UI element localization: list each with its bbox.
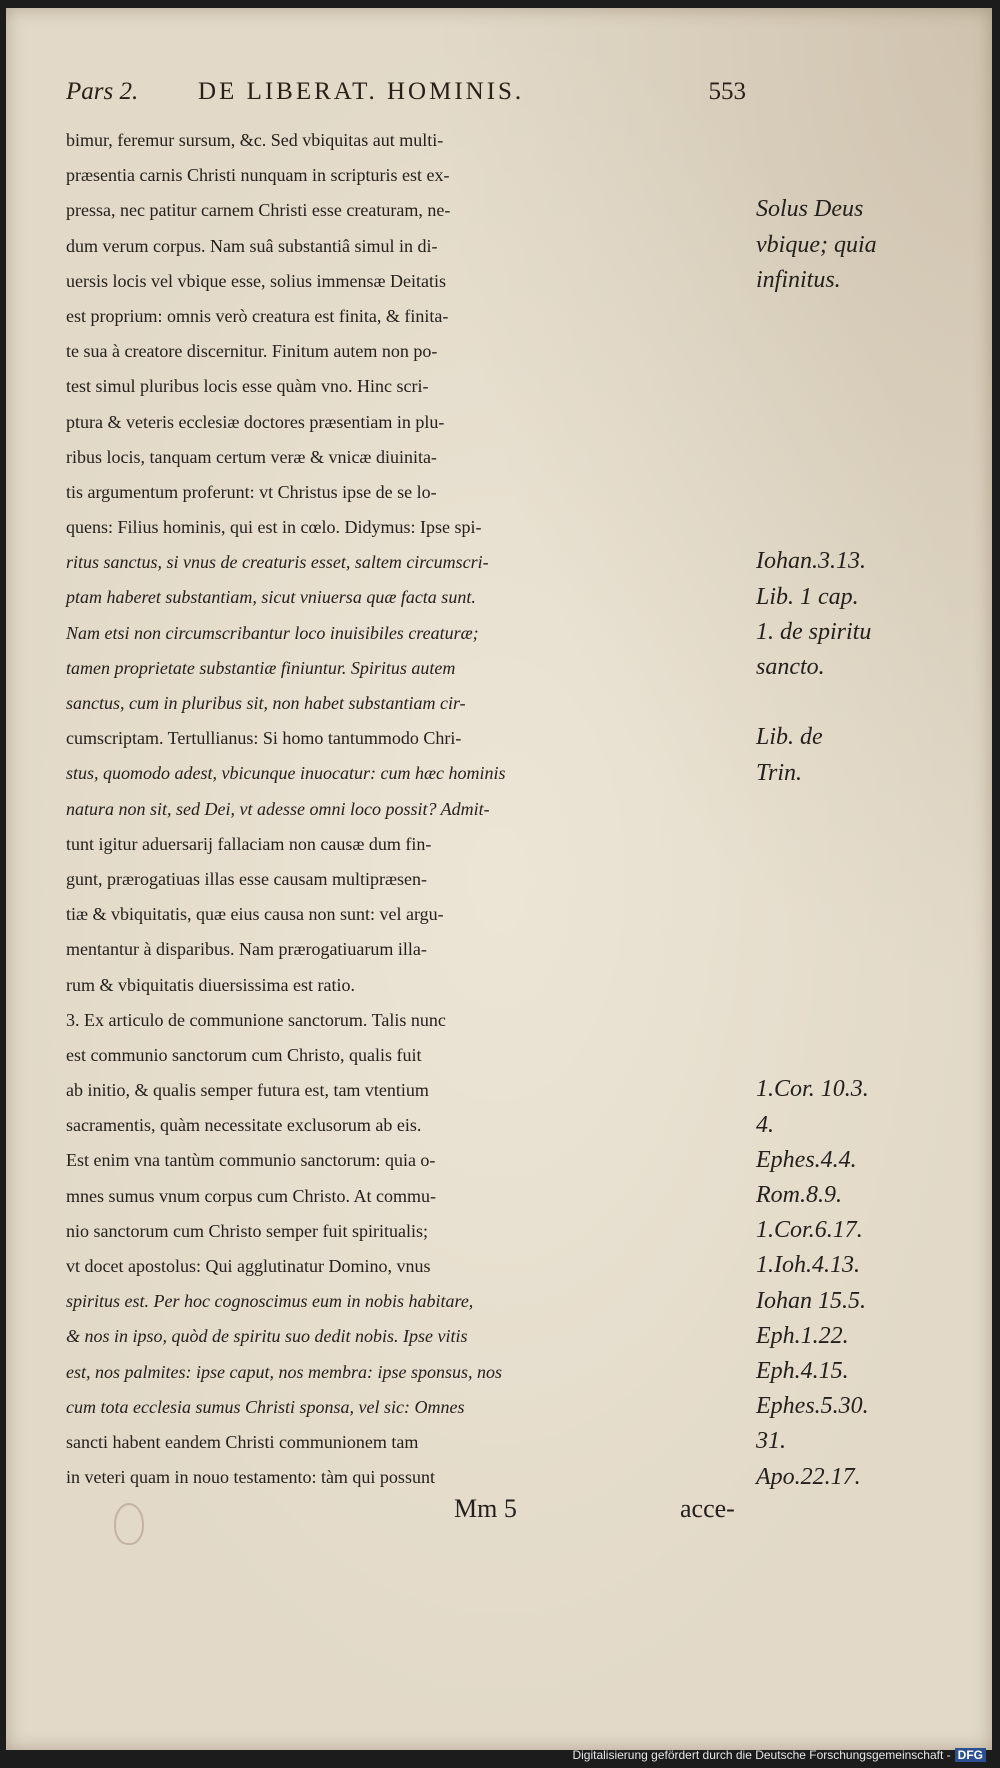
text-line: sancti habent eandem Christi communionem tam [66,1431,419,1452]
text-line: dum verum corpus. Nam suâ substantiâ simul in di- [66,235,438,256]
margin-note: Lib. 1 cap. [756,583,859,610]
text-line: tamen proprietate substantiæ finiuntur. Spiritus autem [66,657,456,678]
margin-note: Iohan 15.5. [756,1287,866,1314]
text-line: spiritus est. Per hoc cognoscimus eum in nobis habitare, [66,1291,474,1312]
margin-note: Eph.4.15. [756,1358,849,1384]
text-line: te sua à creatore discernitur. Finitum autem non po- [66,341,438,362]
text-line: ab initio, & qualis semper futura est, tam vtentium [66,1080,429,1101]
text-line: mnes sumus vnum corpus cum Christo. At commu- [66,1185,436,1206]
text-line: in veteri quam in nouo testamento: tàm qui possunt [66,1467,435,1488]
main-text-block [66,123,766,1495]
margin-note: vbique; quia [756,231,877,258]
margin-note: 1. de spiritu [756,618,872,645]
text-line: sanctus, cum in pluribus sit, non habet substantiam cir- [66,693,466,713]
text-line: ribus locis, tanquam certum veræ & vnicæ diuinita- [66,446,437,467]
margin-note: Trin. [756,759,803,786]
text-line: tunt igitur aduersarij fallaciam non causæ dum fin- [66,833,432,854]
text-line: est proprium: omnis verò creatura est finita, & finita- [66,305,449,326]
running-header [66,78,746,118]
text-line: test simul pluribus locis esse quàm vno. Hinc scri- [66,376,429,397]
margin-note: 1.Cor.6.17. [756,1217,863,1244]
margin-note: Ephes.5.30. [756,1393,869,1420]
text-line: mentantur à disparibus. Nam prærogatiuarum illa- [66,939,427,960]
text-line: 3. Ex articulo de communione sanctorum. Talis nunc [66,1009,446,1030]
text-line: pressa, nec patitur carnem Christi esse creaturam, ne- [66,200,451,221]
text-line: rum & vbiquitatis diuersissima est ratio. [66,974,355,995]
text-line: præsentia carnis Christi nunquam in scripturis est ex- [66,165,450,186]
margin-note: 4. [756,1111,774,1138]
dfg-logo: DFG [955,1748,986,1762]
text-line: tis argumentum proferunt: vt Christus ipse de se lo- [66,481,437,502]
margin-note: 31. [756,1428,786,1455]
margin-note: Ephes.4.4. [756,1146,857,1173]
text-line: nio sanctorum cum Christo semper fuit spiritualis; [66,1220,428,1241]
margin-note: infinitus. [756,266,841,293]
text-line: natura non sit, sed Dei, vt adesse omni loco possit? Admit- [66,798,490,819]
text-line: & nos in ipso, quòd de spiritu suo dedit nobis. Ipse vitis [66,1326,468,1347]
header-title: DE LIBERAT. HOMINIS. [198,78,525,105]
book-page [6,8,992,1750]
text-line: Est enim vna tantùm communio sanctorum: quia o- [66,1150,436,1171]
text-line: bimur, feremur sursum, &c. Sed vbiquitas aut multi- [66,130,444,150]
text-line: vt docet apostolus: Qui agglutinatur Domino, vnus [66,1256,431,1276]
page-number: 553 [708,78,746,105]
margin-note: 1.Cor. 10.3. [756,1076,869,1103]
text-line: gunt, prærogatiuas illas esse causam multipræsen- [66,868,427,889]
digitization-footer [572,1748,986,1762]
text-line: stus, quomodo adest, vbicunque inuocatur: cum hæc hominis [66,763,506,784]
ink-stain-mark [114,1503,144,1545]
text-line: quens: Filius hominis, qui est in cœlo. Didymus: Ipse spi- [66,517,482,538]
text-line: cumscriptam. Tertullianus: Si homo tantummodo Chri- [66,728,462,749]
text-line: sacramentis, quàm necessitate exclusorum ab eis. [66,1115,422,1136]
margin-note: sancto. [756,654,825,680]
margin-note: Solus Deus [756,196,864,223]
header-part: Pars 2. [66,78,139,105]
text-line: tiæ & vbiquitatis, quæ eius causa non sunt: vel argu- [66,904,444,925]
text-line: est communio sanctorum cum Christo, qualis fuit [66,1044,422,1065]
margin-note: Lib. de [756,724,823,751]
margin-note: Apo.22.17. [756,1463,861,1490]
text-line: ptam haberet substantiam, sicut vniuersa quæ facta sunt. [66,587,476,608]
text-line: cum tota ecclesia sumus Christi sponsa, vel sic: Omnes [66,1396,465,1417]
text-line: ptura & veteris ecclesiæ doctores præsentiam in plu- [66,411,445,432]
text-line: uersis locis vel vbique esse, solius immensæ Deitatis [66,270,446,291]
text-line: ritus sanctus, si vnus de creaturis esset, saltem circumscri- [66,552,489,573]
text-line: est, nos palmites: ipse caput, nos membra: ipse sponsus, nos [66,1361,502,1382]
margin-note: Rom.8.9. [756,1182,842,1208]
text-line: Nam etsi non circumscribantur loco inuisibiles creaturæ; [66,622,479,643]
margin-note: Iohan.3.13. [756,548,866,575]
signature-mark: Mm 5 [454,1494,517,1523]
margin-note: Eph.1.22. [756,1322,849,1349]
catchword: acce- [680,1494,735,1523]
margin-note: 1.Ioh.4.13. [756,1252,860,1279]
footer-credit: Digitalisierung gefördert durch die Deutsche Forschungsgemeinschaft - [572,1748,951,1762]
